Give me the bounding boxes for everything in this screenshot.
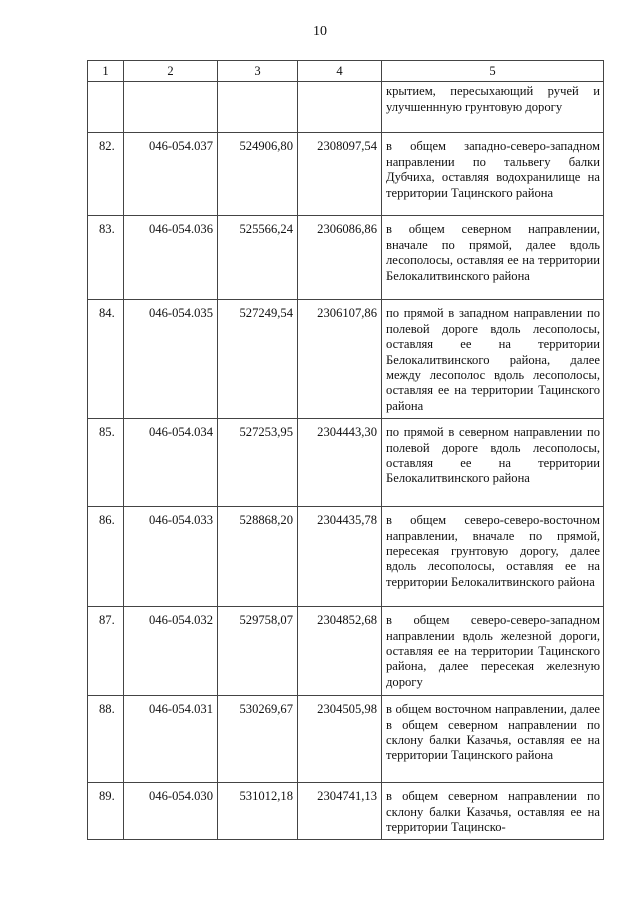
coordinate-x: 527253,95 <box>218 419 298 507</box>
row-number: 82. <box>88 133 124 216</box>
boundary-description: в общем северо-северо-западном направлении вдоль железной дороги, оставляя ее на территории Тацинского района, далее пересекая железную дорогу <box>382 607 604 696</box>
boundary-description: крытием, пересыхающий ручей и улучшеннную грунтовую дорогу <box>382 82 604 133</box>
boundary-description: в общем северном направлении по склону балки Казачья, оставляя ее на территории Тацинско- <box>382 783 604 840</box>
table-row <box>88 216 604 300</box>
coordinate-x: 525566,24 <box>218 216 298 300</box>
row-number: 89. <box>88 783 124 840</box>
boundary-description: в общем восточном направлении, далее в общем северном направлении по склону балки Казачья, оставляя ее на территории Тацинского района <box>382 696 604 783</box>
coordinate-x: 528868,20 <box>218 507 298 607</box>
row-number <box>88 82 124 133</box>
table-row <box>88 607 604 696</box>
row-number: 86. <box>88 507 124 607</box>
boundary-description: по прямой в западном направлении по полевой дороге вдоль лесополосы, оставляя ее на территории Белокалитвинского района, далее между лесополос вдоль лесополосы, оставляя ее на территории Тацинского района <box>382 300 604 419</box>
boundary-description: в общем западно-северо-западном направлении по тальвегу балки Дубчиха, оставляя водохранилище на территории Тацинского района <box>382 133 604 216</box>
coordinate-x: 527249,54 <box>218 300 298 419</box>
column-header-2: 2 <box>124 61 218 82</box>
boundary-description: по прямой в северном направлении по полевой дороге вдоль лесополосы, оставляя ее на территории Белокалитвинского района <box>382 419 604 507</box>
coordinate-y: 2304443,30 <box>298 419 382 507</box>
boundary-description: в общем северном направлении, вначале по прямой, далее вдоль лесополосы, оставляя ее на территории Белокалитвинского района <box>382 216 604 300</box>
coordinate-x: 524906,80 <box>218 133 298 216</box>
point-code: 046-054.037 <box>124 133 218 216</box>
row-number: 85. <box>88 419 124 507</box>
coordinate-x <box>218 82 298 133</box>
coordinate-x: 531012,18 <box>218 783 298 840</box>
coordinate-y: 2304435,78 <box>298 507 382 607</box>
column-header-1: 1 <box>88 61 124 82</box>
coordinate-y: 2304741,13 <box>298 783 382 840</box>
table-row <box>88 419 604 507</box>
table-row <box>88 507 604 607</box>
coordinate-y: 2306107,86 <box>298 300 382 419</box>
point-code: 046-054.032 <box>124 607 218 696</box>
table-row <box>88 783 604 840</box>
column-header-3: 3 <box>218 61 298 82</box>
point-code: 046-054.036 <box>124 216 218 300</box>
coordinate-x: 530269,67 <box>218 696 298 783</box>
row-number: 87. <box>88 607 124 696</box>
table-header-row <box>88 61 604 82</box>
coordinate-y <box>298 82 382 133</box>
coordinate-y: 2308097,54 <box>298 133 382 216</box>
coordinate-y: 2304852,68 <box>298 607 382 696</box>
point-code: 046-054.035 <box>124 300 218 419</box>
table-row <box>88 300 604 419</box>
table-row <box>88 82 604 133</box>
row-number: 84. <box>88 300 124 419</box>
point-code: 046-054.033 <box>124 507 218 607</box>
row-number: 88. <box>88 696 124 783</box>
page-number: 10 <box>313 24 327 39</box>
row-number: 83. <box>88 216 124 300</box>
table-row <box>88 696 604 783</box>
point-code: 046-054.031 <box>124 696 218 783</box>
boundary-table <box>87 60 604 840</box>
boundary-description: в общем северо-северо-восточном направлении, вначале по прямой, пересекая грунтовую дорогу, далее вдоль лесополосы, оставляя ее на территории Белокалитвинского района <box>382 507 604 607</box>
coordinate-y: 2306086,86 <box>298 216 382 300</box>
column-header-5: 5 <box>382 61 604 82</box>
point-code: 046-054.030 <box>124 783 218 840</box>
point-code <box>124 82 218 133</box>
point-code: 046-054.034 <box>124 419 218 507</box>
coordinate-y: 2304505,98 <box>298 696 382 783</box>
column-header-4: 4 <box>298 61 382 82</box>
table-row <box>88 133 604 216</box>
coordinate-x: 529758,07 <box>218 607 298 696</box>
